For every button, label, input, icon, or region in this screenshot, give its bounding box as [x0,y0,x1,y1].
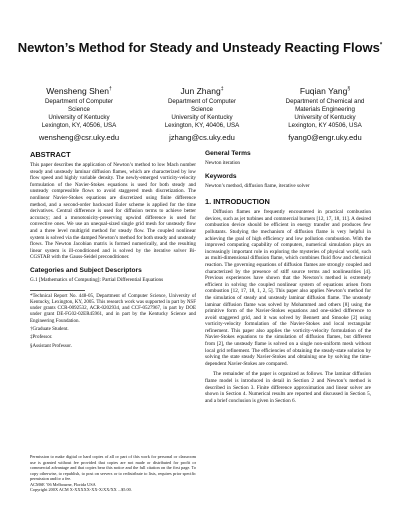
author-affiliation: Department of Computer Science University of Kentucky Lexington, KY, 40506, USA [41,98,117,129]
permission-notice: Permission to make digital or hard copies of all or part of this work for personal or classroom use is granted without fee provided that copies are not made or distributed for profit or commercial advantage and that copies bear this notice and the full citation on the first page. To copy otherwise, to republish, to post on servers or to redistribute to lists, requires prior specific permission and/or a fee. ACMSE ’06 Melbourne, Florida USA Copyright 200X ACM X-XXXXX-XX-X/XX/XX ...$5.00. [30,454,196,492]
left-column [30,150,196,352]
footnote: §Assistant Professor. [30,343,72,349]
introduction-heading: 1. INTRODUCTION [205,197,270,207]
author-affiliation: Department of Chemical and Materials Engineering University of Kentucky Lexington, KY 40506, USA [285,98,365,129]
abstract-text: This paper describes the application of Newton’s method to low Mach number steady and unsteady laminar diffusion flames, which are characterized by low flow speed and highly variable density. The newly-emerged vorticity-velocity formulation of the Navier-Stokes equations is used for both steady and unsteady compressible flows to avoid staggered mesh discretization. The nonlinear Navier-Stokes equations are discretized using finite difference method, and a second-order backward Euler scheme is applied for the time derivatives. Central difference is used for diffusion terms to achieve better accuracy; and a monotonicity-preserving upwind difference is used for convective ones. We use an unequal-sized single grid mesh for unsteady flow and a three level multigrid method for steady flow. The coupled nonlinear system is solved via the damped Newton’s method for both steady and unsteady flows. The Newton Jacobian matrix is formed numerically, and the resulting linear system is ill-conditioned and is solved by the iterative solver Bi-CGSTAB with the Gauss-Seidel preconditioner. [30,162,196,261]
author-affiliation: Department of Computer Science University of Kentucky Lexington, KY, 40406, USA [164,98,240,129]
categories-text: G.1 [Mathematics of Computing]: Partial Differential Equations [30,276,164,283]
author-email: fyang0@engr.uky.edu [288,133,362,142]
author-email: wensheng@csr.uky.edu [38,133,120,142]
author-3 [270,86,380,142]
author-email: jzhang@cs.uky.edu [169,133,235,142]
general-terms-heading: General Terms [205,150,251,157]
conference-line: ACMSE ’06 Melbourne, Florida USA [30,481,96,487]
categories-heading: Categories and Subject Descriptors [30,266,142,274]
copyright-line: Copyright 200X ACM X-XXXXX-XX-X/XX/XX ...$5.00. [30,487,132,492]
author-1 [24,86,134,142]
abstract-heading: ABSTRACT [30,150,71,159]
author-2 [147,86,257,142]
footnote: ‡Professor. [30,335,53,341]
author-name: Fuqian Yang§ [299,86,351,96]
keywords-text: Newton’s method, diffusion flame, iterative solver [205,182,310,189]
paper-title: Newton’s Method for Steady and Unsteady Reacting Flows* [17,40,383,55]
author-name: Jun Zhang‡ [180,86,224,96]
author-block [24,86,380,142]
footnote-divider [30,290,85,291]
introduction-paragraph: Diffusion flames are frequently encountered in practical combustion devices, such as jet turbines and commercial burners [12, 17, 18, 11]. A desired combustion device should be efficient in energy transfer and produces few pollutants. Studying the mechanism of diffusion flame is very helpful in achieving the goal of high efficiency and low pollution combustion. With the improved computing capability of computers, numerical simulation plays an increasingly important role in exploring the mysteries of physical world, such as multi-dimensional diffusion flame, which combines fluid flow and chemical reaction. The governing equations of diffusion flames are strongly coupled and characterized by the presence of stiff source terms and nonlinearities [4]. Previous experiences have shown that the Newton’s method is extremely efficient in solving the coupled nonlinear system of equations arisen from combustion [12, 17, 18, 1, 2, 5]. This paper also applies Newton’s method for the simulation of steady and unsteady laminar diffusion flame. The unsteady laminar diffusion flame was solved by Mohammed and others [8] using the primitive form of the Navier-Stokes equations and one-sided difference to avoid staggered grid, and it was solved by Bennett and Smooke [2] using vorticity-velocity formulation of the Navier-Stokes and local rectangular refinement. This paper also applies the vorticity-velocity formulation of the Navier-Stokes equations to the simulation of diffusion flames, but different from [2], the unsteady flame is solved on a single non-uniform mesh without local grid refinement. The efficiencies of obtaining the steady-state solution by solving the state steady Navier-Stokes and obtaining one by solving the time-dependent Navier-Stokes are compared. [205,209,371,367]
footnote: †Graduate Student. [30,326,69,332]
footnote: *Technical Report No. 448-05, Department of Computer Science, University of Kentucky, Lexington, KY, 2005. This research work was supported in part by NSF under grants CCR-0092532, ACR-0202934, and CCF-0527967, in part by DOE under grant DE-FG02-02ER45961, and in part by the Kentucky Science and Engineering Foundation. [30,293,196,324]
keywords-heading: Keywords [205,172,237,180]
general-terms-text: Newton iteration [205,160,241,166]
introduction-paragraph: The remainder of the paper is organized as follows. The laminar diffusion flame model is introduced in detail in Section 2 and Newton’s method is described in Section 3. Finite difference approximation and linear solver are shown in Section 4. Numerical results are reported and discussed in Section 5, and a brief conclusion is given in Section 6. [205,371,371,404]
author-name: Wensheng Shen† [46,86,112,96]
right-column [205,150,371,408]
